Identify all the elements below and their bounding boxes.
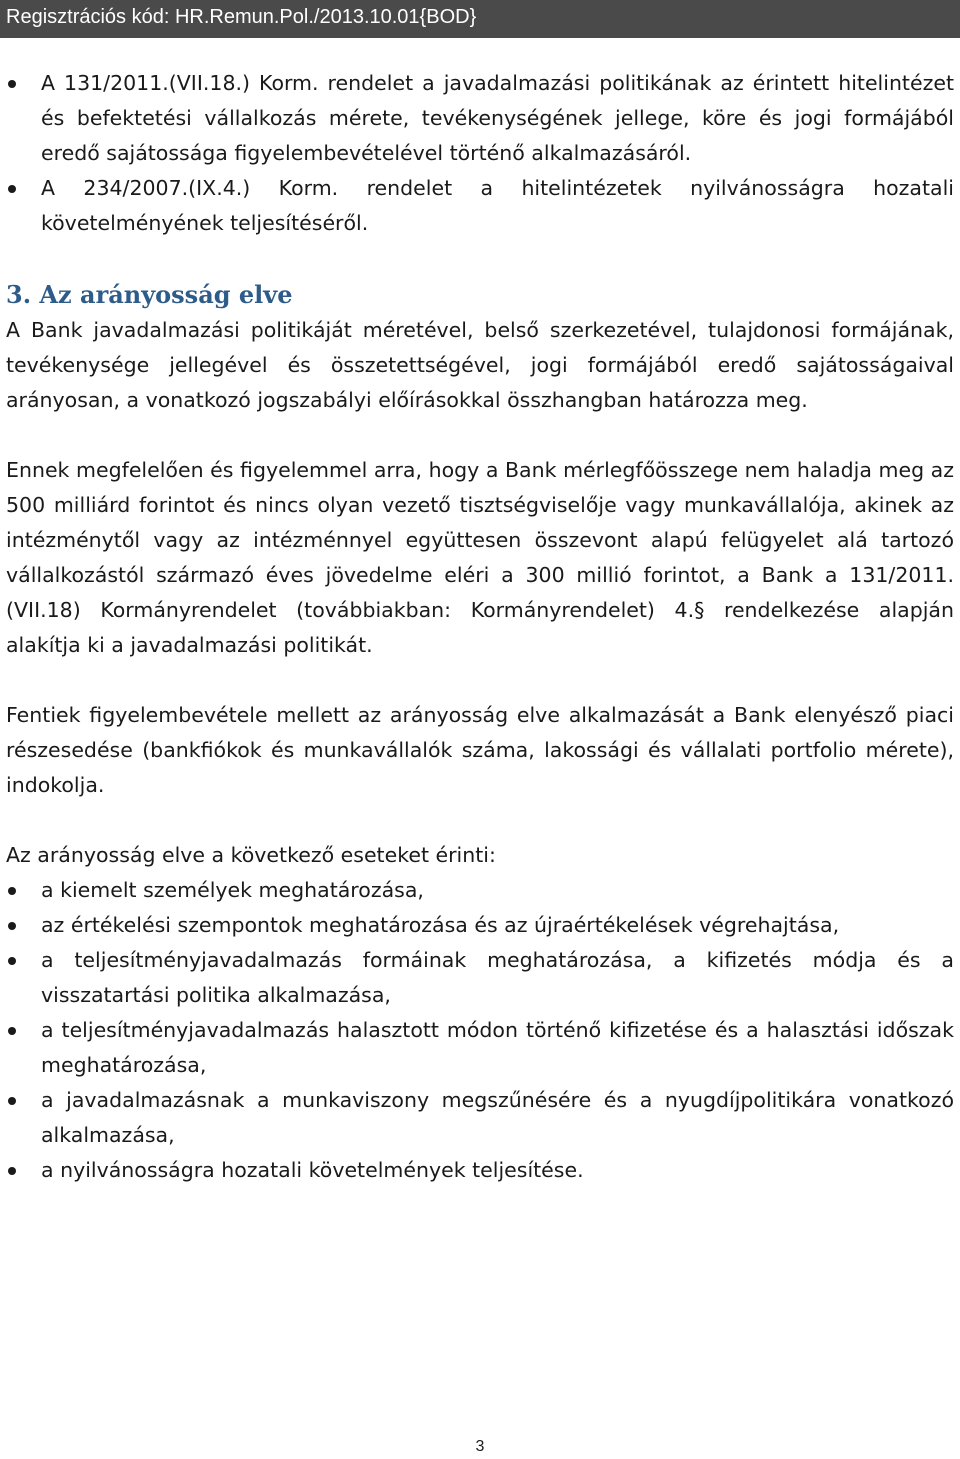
bullet-icon bbox=[8, 957, 16, 965]
document-header bbox=[0, 0, 960, 38]
proportionality-list bbox=[6, 873, 954, 1188]
bullet-icon bbox=[8, 1097, 16, 1105]
list-item bbox=[6, 943, 954, 1013]
bullet-icon bbox=[8, 922, 16, 930]
paragraph: A Bank javadalmazási politikáját méretével, belső szerkezetével, tulajdonosi formájának, tevékenysége jellegével és összetettségével, jogi formájából eredő sajátosságaival arányosan, a vonatkozó jogszabályi előírásokkal összhangban határozza meg. bbox=[6, 318, 954, 412]
list-item bbox=[6, 171, 954, 241]
bullet-icon bbox=[8, 80, 16, 88]
paragraph: Ennek megfelelően és figyelemmel arra, hogy a Bank mérlegfőösszege nem haladja meg az 500 milliárd forintot és nincs olyan vezető tisztségviselője vagy munkavállalója, akinek az intézménytől vagy az intézménnyel együttesen összevont alapú felügyelet alá tartozó vállalkozástól származó éves jövedelme eléri a 300 millió forintot, a Bank a 131/2011. (VII.18) Kormányrendelet (továbbiakban: Kormányrendelet) 4.§ rendelkezése alapján alakítja ki a javadalmazási politikát. bbox=[6, 458, 954, 657]
list-item-text: a nyilvánosságra hozatali követelmények teljesítése. bbox=[41, 1158, 584, 1182]
spacer bbox=[6, 803, 954, 838]
section-heading: 3. Az arányosság elve bbox=[6, 280, 293, 309]
list-item bbox=[6, 908, 954, 943]
registration-code: Regisztrációs kód: HR.Remun.Pol./2013.10.01{BOD} bbox=[6, 6, 477, 28]
list-item-text: a teljesítményjavadalmazás formáinak meghatározása, a kifizetés módja és a visszatartási politika alkalmazása, bbox=[41, 948, 954, 1007]
bullet-icon bbox=[8, 1027, 16, 1035]
spacer bbox=[6, 418, 954, 453]
list-item bbox=[6, 66, 954, 171]
list-intro: Az arányosság elve a következő eseteket érinti: bbox=[6, 843, 496, 867]
list-item-text: az értékelési szempontok meghatározása és az újraértékelések végrehajtása, bbox=[41, 913, 840, 937]
bullet-icon bbox=[8, 1167, 16, 1175]
list-item-text: a javadalmazásnak a munkaviszony megszűnésére és a nyugdíjpolitikára vonatkozó alkalmazása, bbox=[41, 1088, 954, 1147]
list-item-text: A 234/2007.(IX.4.) Korm. rendelet a hitelintézetek nyilvánosságra hozatali követelményének teljesítéséről. bbox=[41, 176, 954, 235]
bullet-icon bbox=[8, 887, 16, 895]
list-item bbox=[6, 873, 954, 908]
paragraph: Fentiek figyelembevétele mellett az arányosság elve alkalmazását a Bank elenyésző piaci részesedése (bankfiókok és munkavállalók száma, lakossági és vállalati portfolio mérete), indokolja. bbox=[6, 703, 954, 797]
list-item bbox=[6, 1153, 954, 1188]
spacer bbox=[6, 663, 954, 698]
list-item bbox=[6, 1083, 954, 1153]
list-item-text: A 131/2011.(VII.18.) Korm. rendelet a javadalmazási politikának az érintett hitelintézet és befektetési vállalkozás mérete, tevékenységének jellege, köre és jogi formájából eredő sajátossága figyelembevételével történő alkalmazásáról. bbox=[41, 71, 954, 165]
bullet-icon bbox=[8, 185, 16, 193]
page-number: 3 bbox=[475, 1438, 485, 1455]
list-item-text: a teljesítményjavadalmazás halasztott módon történő kifizetése és a halasztási időszak meghatározása, bbox=[41, 1018, 954, 1077]
list-item-text: a kiemelt személyek meghatározása, bbox=[41, 878, 424, 902]
regulation-list bbox=[6, 66, 954, 241]
document-body bbox=[6, 66, 954, 1188]
list-item bbox=[6, 1013, 954, 1083]
